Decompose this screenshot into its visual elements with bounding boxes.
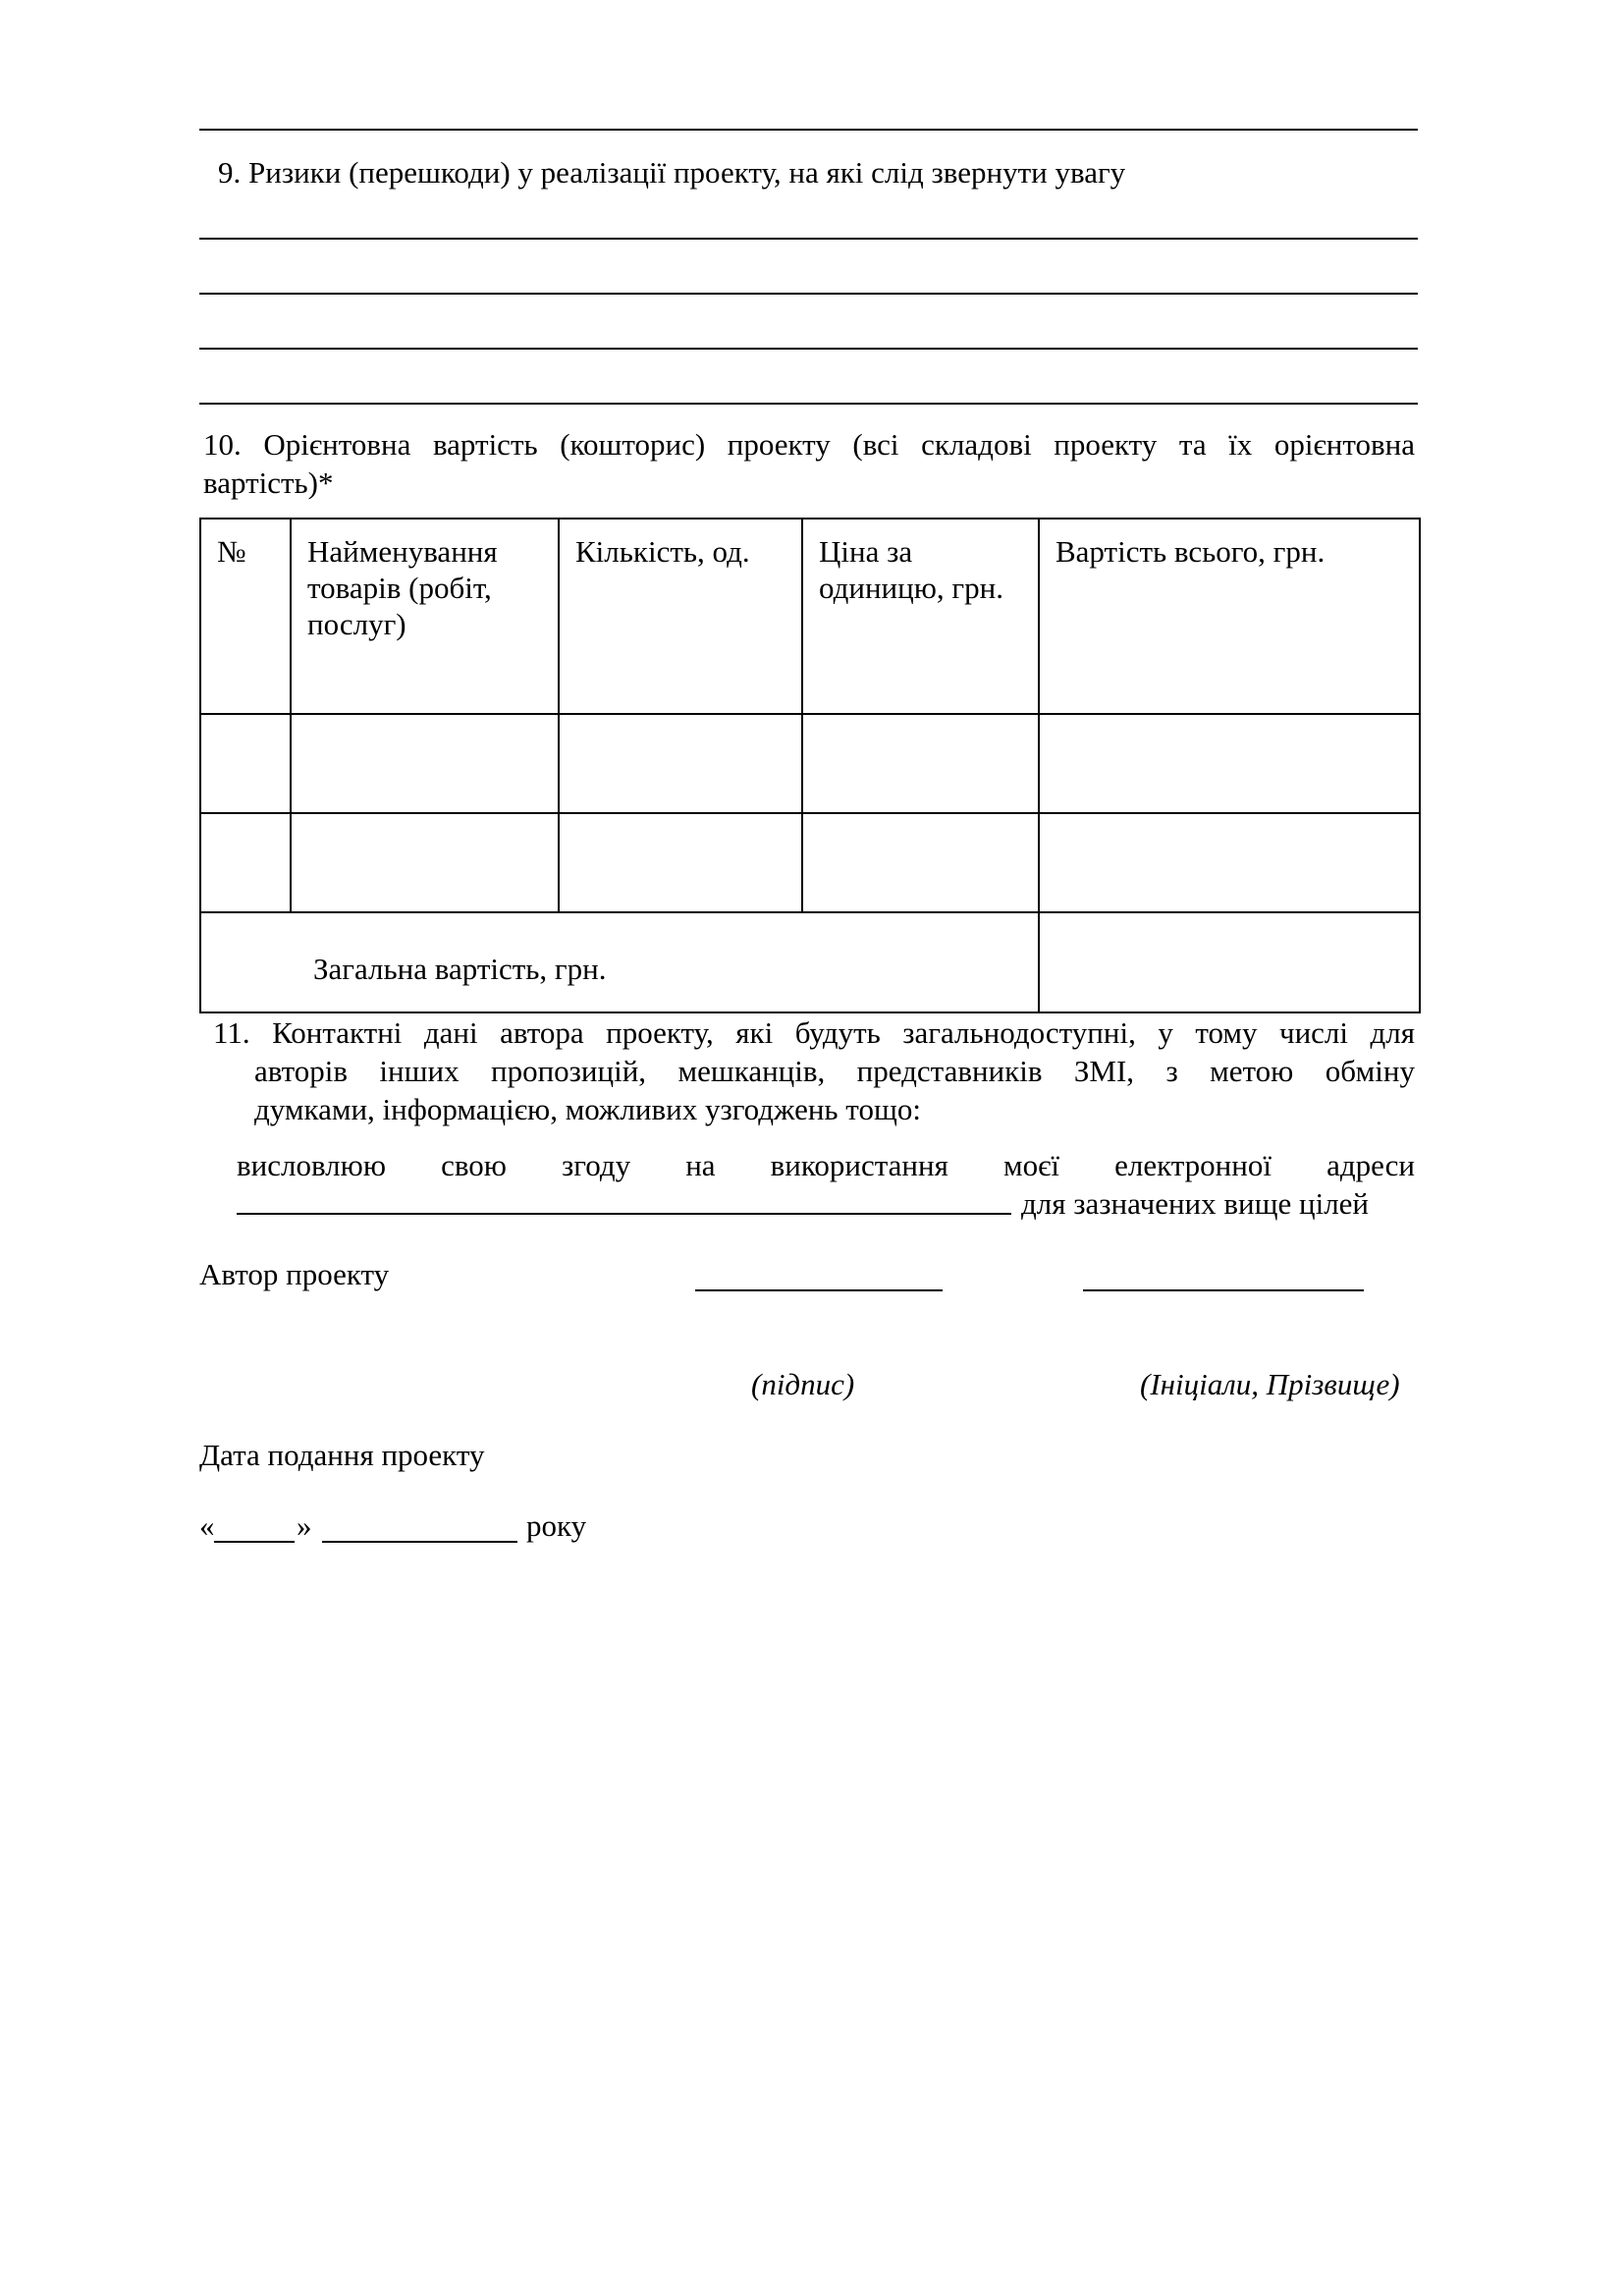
email-address-blank[interactable] <box>237 1213 1011 1215</box>
section-10-title-line2: вартість)* <box>203 465 334 500</box>
table-cell[interactable] <box>1039 813 1420 912</box>
table-header-row <box>200 519 1420 714</box>
email-consent-line2: для зазначених вище цілей <box>1021 1186 1370 1221</box>
table-cell[interactable] <box>200 813 291 912</box>
table-cell[interactable] <box>291 714 559 813</box>
author-label: Автор проекту <box>199 1257 390 1291</box>
email-consent-line1: висловлюю свою згоду на використання моєї електронної адреси <box>237 1148 1415 1182</box>
month-blank[interactable] <box>322 1541 517 1543</box>
cost-estimate-table <box>199 518 1421 1013</box>
table-row <box>200 813 1420 912</box>
table-total-row <box>200 912 1420 1012</box>
table-cell[interactable] <box>559 714 802 813</box>
table-cell[interactable] <box>802 714 1039 813</box>
day-blank[interactable] <box>214 1541 295 1543</box>
table-cell[interactable] <box>1039 714 1420 813</box>
section-10-title-line1: 10. Орієнтовна вартість (кошторис) проекту (всі складові проекту та їх орієнтовна <box>203 427 1415 462</box>
table-header-cell-name: Найменування товарів (робіт, послуг) <box>291 519 559 714</box>
signature-caption: (підпис) <box>751 1367 855 1401</box>
table-header-cell-quantity: Кількість, од. <box>559 519 802 714</box>
section-9-title: 9. Ризики (перешкоди) у реалізації проекту, на які слід звернути увагу <box>218 155 1126 190</box>
table-cell[interactable] <box>291 813 559 912</box>
table-row <box>200 714 1420 813</box>
table-header-cell-unit-price: Ціна за одиницю, грн. <box>802 519 1039 714</box>
name-caption: (Ініціали, Прізвище) <box>1140 1367 1400 1401</box>
date-close-quote: » <box>297 1508 312 1543</box>
table-cell[interactable] <box>559 813 802 912</box>
section-11-line2: авторів інших пропозицій, мешканців, представників ЗМІ, з метою обміну <box>254 1054 1415 1088</box>
blank-answer-line <box>199 238 1418 240</box>
name-blank[interactable] <box>1083 1289 1364 1291</box>
table-header-cell-number: № <box>200 519 291 714</box>
table-header-cell-total: Вартість всього, грн. <box>1039 519 1420 714</box>
signature-blank[interactable] <box>695 1289 943 1291</box>
section-11-line3: думками, інформацією, можливих узгоджень тощо: <box>254 1092 921 1126</box>
blank-answer-line <box>199 348 1418 350</box>
table-total-value[interactable] <box>1039 912 1420 1012</box>
section-11-line1: 11. Контактні дані автора проекту, які будуть загальнодоступні, у тому числі для <box>213 1015 1415 1050</box>
blank-answer-line <box>199 403 1418 405</box>
submission-date-label: Дата подання проекту <box>199 1438 485 1472</box>
blank-answer-line <box>199 293 1418 295</box>
table-cell[interactable] <box>200 714 291 813</box>
blank-answer-line <box>199 129 1418 131</box>
table-cell[interactable] <box>802 813 1039 912</box>
date-open-quote: « <box>199 1508 215 1543</box>
year-word: року <box>526 1508 587 1543</box>
table-total-label: Загальна вартість, грн. <box>200 912 1039 1012</box>
